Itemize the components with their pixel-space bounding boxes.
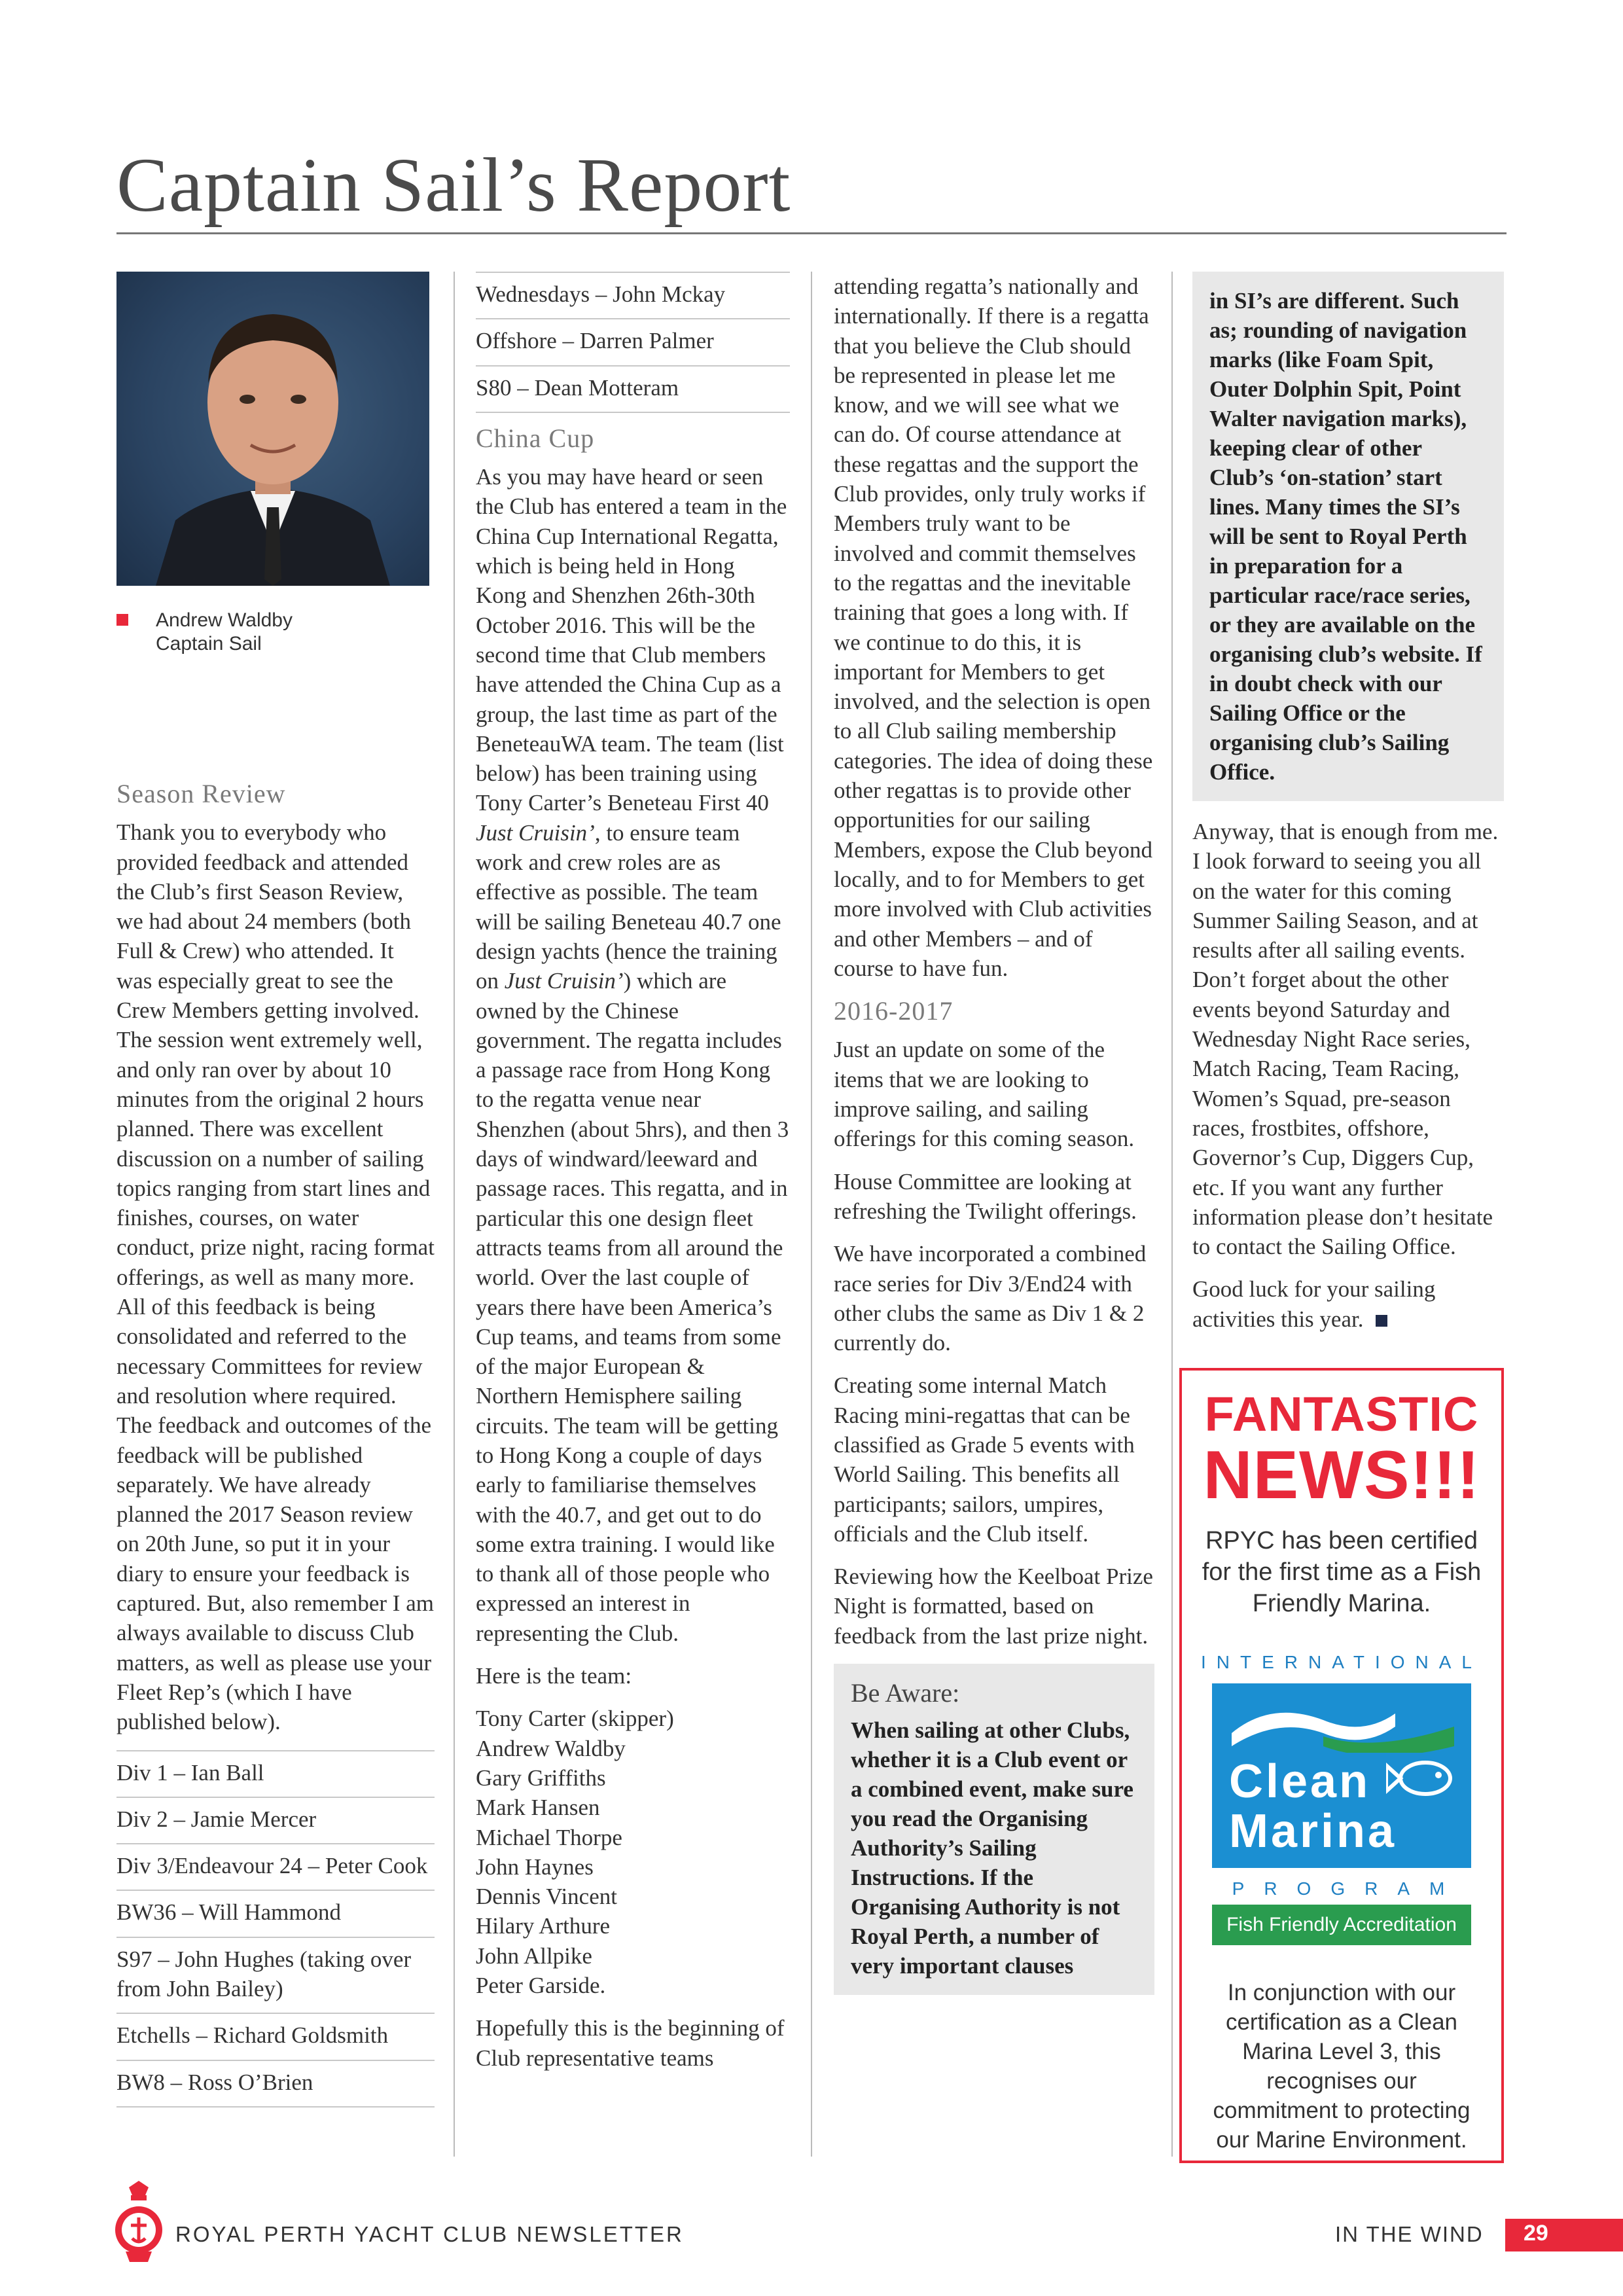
china-cup-text: As you may have heard or seen the Club has entered a team in the China Cup International Regatta, which is being held in Hong Kong and Shenzhen 26th-30th October 2016. This will be the second time that Club members have attended the China Cup as a group, the last time as part of the BeneteauWA team. The team (list below) has been training using Tony Carter’s Beneteau First 40 Just Cruisin’, to ensure team work and crew roles are as effective as possible. The team will be sailing Beneteau 40.7 one design yachts (hence the training on Just Cruisin’) which are owned by the Chinese government. The regatta includes a passage race from Hong Kong to the regatta venue near Shenzhen (about 5hrs), and then 3 days of windward/leeward and passage races. This regatta, and in particular this one design fleet attracts teams from all around the world. Over the last couple of years there have been America’s Cup teams, and teams from some of the major European & Northern Hemisphere sailing circuits. The team will be getting to Hong Kong a couple of days early to familiarise themselves with the 40.7, and get out to do some extra training. I would like to thank all of those people who expressed an interest in representing the Club. xyxy=(476,464,789,1646)
ad-headline-1: FANTASTIC xyxy=(1204,1387,1479,1441)
fleet-rep-item: Etchells – Richard Goldsmith xyxy=(116,2013,435,2059)
column-2 xyxy=(476,272,790,2073)
wave-icon xyxy=(1232,1700,1454,1753)
ad-body-1: RPYC has been certified for the first time as a Fish Friendly Marina. xyxy=(1202,1527,1482,1617)
heading-season-year: 2016-2017 xyxy=(834,996,954,1026)
fish-friendly-marina-ad xyxy=(1179,1368,1504,2163)
update-text: Just an update on some of the items that we are looking to improve sailing, and sailing offerings for this coming season. xyxy=(834,1037,1135,1152)
team-member: Mark Hansen xyxy=(476,1795,600,1821)
accreditation-badge: Fish Friendly Accreditation xyxy=(1212,1905,1471,1945)
portrait-illustration xyxy=(116,272,429,586)
fleet-rep-item: S80 – Dean Motteram xyxy=(476,365,790,413)
fleet-rep-item: Wednesdays – John Mckay xyxy=(476,272,790,318)
fleet-rep-item: Div 3/Endeavour 24 – Peter Cook xyxy=(116,1843,435,1890)
be-aware-callout xyxy=(834,1664,1154,1995)
boat-name: Just Cruisin’ xyxy=(476,819,595,846)
ad-headline-2: NEWS!!! xyxy=(1203,1437,1480,1513)
column-divider xyxy=(454,272,455,2157)
column-1 xyxy=(116,272,435,2108)
team-member: Dennis Vincent xyxy=(476,1884,617,1910)
fleet-reps-list-continued xyxy=(476,272,790,413)
team-intro: Here is the team: xyxy=(476,1663,632,1689)
callout-text: When sailing at other Clubs, whether it is a Club event or a combined event, make sure you read the Organising Authority’s Sailing Instructions. If the Organising Authority is not Royal Perth, a number of very important clauses xyxy=(851,1717,1133,1979)
be-aware-callout-continued xyxy=(1192,272,1504,801)
fleet-rep-item: Div 2 – Jamie Mercer xyxy=(116,1797,435,1843)
column-3 xyxy=(834,272,1154,1995)
update-item: We have incorporated a combined race series for Div 3/End24 with other clubs the same as Div 1 & 2 currently do. xyxy=(834,1241,1147,1356)
fleet-rep-item: BW36 – Will Hammond xyxy=(116,1890,435,1936)
team-member: John Allpike xyxy=(476,1943,592,1969)
column-4 xyxy=(1192,272,1504,1347)
heading-season-review: Season Review xyxy=(116,779,286,808)
title-divider xyxy=(116,232,1507,234)
closing-text: Hopefully this is the beginning of Club representative teams xyxy=(476,2015,785,2071)
team-member: Andrew Waldby xyxy=(476,1735,626,1761)
good-luck-text: Good luck for your sailing activities this year. xyxy=(1192,1276,1436,1332)
season-review-text: Thank you to everybody who provided feedback and attended the Club’s first Season Review, we had about 24 members (both Full & Crew) who attended. It was especially great to see the Crew Members getting involved. The session went extremely well, and only ran over by about 10 minutes from the original 2 hours planned. There was excellent discussion on a number of sailing topics ranging from start lines and finishes, courses, on water conduct, prize night, racing format offerings, as well as many more. All of this feedback is being consolidated and referred to the necessary Committees for review and resolution where required. The feedback and outcomes of the feedback will be published separately. We have already planned the 2017 Season review on 20th June, so put it in your diary to ensure your feedback is captured. But, also remember I am always available to discuss Club matters, as well as please use your Fleet Rep’s (which I have published below). xyxy=(116,819,435,1735)
fish-icon xyxy=(1386,1749,1458,1808)
team-member: Tony Carter (skipper) xyxy=(476,1706,674,1732)
ad-international-label: INTERNATIONAL xyxy=(1201,1652,1482,1672)
update-item: Reviewing how the Keelboat Prize Night is formatted, based on feedback from the last prize night. xyxy=(834,1564,1153,1649)
fleet-rep-item: Offshore – Darren Palmer xyxy=(476,318,790,365)
boat-name: Just Cruisin’ xyxy=(504,968,624,994)
clean-marina-logo xyxy=(1212,1683,1471,1868)
page-number: 29 xyxy=(1524,2221,1548,2246)
callout-text: in SI’s are different. Such as; rounding of navigation marks (like Foam Spit, Outer Dolphin Spit, Point Walter navigation marks), keeping clear of other Club’s ‘on-station’ start lines. Many times the SI’s will be sent to Royal Perth in preparation for a particular race/race series, or they are available on the organising club’s website. If in doubt check with our Sailing Office or the organising club’s Sailing Office. xyxy=(1209,288,1482,785)
team-list xyxy=(476,1704,790,2000)
end-mark-icon xyxy=(1376,1315,1387,1327)
fleet-rep-item: S97 – John Hughes (taking over from John Bailey) xyxy=(116,1937,435,2013)
team-member: Gary Griffiths xyxy=(476,1765,606,1791)
portrait-photo xyxy=(116,272,429,586)
team-member: Peter Garside. xyxy=(476,1973,606,1999)
column-divider xyxy=(811,272,812,2157)
heading-china-cup: China Cup xyxy=(476,423,595,453)
footer-publication: ROYAL PERTH YACHT CLUB NEWSLETTER xyxy=(175,2222,684,2246)
red-bullet-icon xyxy=(116,614,128,626)
fleet-rep-item: Div 1 – Ian Ball xyxy=(116,1750,435,1797)
logo-text: Clean Marina xyxy=(1229,1755,1397,1857)
ad-body-2: In conjunction with our certification as a Clean Marina Level 3, this recognises our commitment to protecting our Marine Environment. xyxy=(1213,1980,1471,2153)
regatta-text: attending regatta’s nationally and internationally. If there is a regatta that you believe the Club should be represented in please let me know, and we will see what we can do. Of course attendance at these regattas and the support the Club provides, only truly works if Members truly want to be involved and commit themselves to the regattas and the inevitable training that goes a long with. If we continue to do this, it is important for Members to get involved, and the selection is open to all Club sailing membership categories. The idea of doing these other regattas is to provide other opportunities for our sailing Members, expose the Club beyond locally, and to for Members to get more involved with Club activities and other Members – and of course to have fun. xyxy=(834,274,1153,981)
callout-title: Be Aware: xyxy=(851,1678,960,1708)
page-number-tab xyxy=(1505,2219,1623,2251)
club-crest-icon xyxy=(113,2181,165,2265)
update-item: Creating some internal Match Racing mini-regattas that can be classified as Grade 5 events with World Sailing. This benefits all participants; sailors, umpires, officials and the Club itself. xyxy=(834,1372,1135,1547)
page-title: Captain Sail’s Report xyxy=(116,142,791,228)
column-divider xyxy=(1171,272,1173,2157)
team-member: Hilary Arthure xyxy=(476,1913,611,1939)
caption-name: Andrew Waldby xyxy=(156,609,293,631)
caption-role: Captain Sail xyxy=(156,633,262,655)
update-item: House Committee are looking at refreshing the Twilight offerings. xyxy=(834,1168,1137,1224)
fleet-rep-item: BW8 – Ross O’Brien xyxy=(116,2060,435,2108)
closing-remarks: Anyway, that is enough from me. I look forward to seeing you all on the water for this coming Summer Sailing Season, and at results after all sailing events. Don’t forget about the other events beyond Saturday and Wednesday Night Race series, Match Racing, Team Racing, Women’s Squad, pre-season races, frostbites, offshore, Governor’s Cup, Diggers Cup, etc. If you want any further information please don’t hesitate to contact the Sailing Office. xyxy=(1192,819,1499,1260)
team-member: Michael Thorpe xyxy=(476,1824,622,1850)
ad-program-label: PROGRAM xyxy=(1232,1878,1465,1899)
footer-section: IN THE WIND xyxy=(1335,2222,1484,2246)
photo-caption xyxy=(116,609,435,656)
fleet-reps-list xyxy=(116,1750,435,2108)
team-member: John Haynes xyxy=(476,1854,594,1880)
